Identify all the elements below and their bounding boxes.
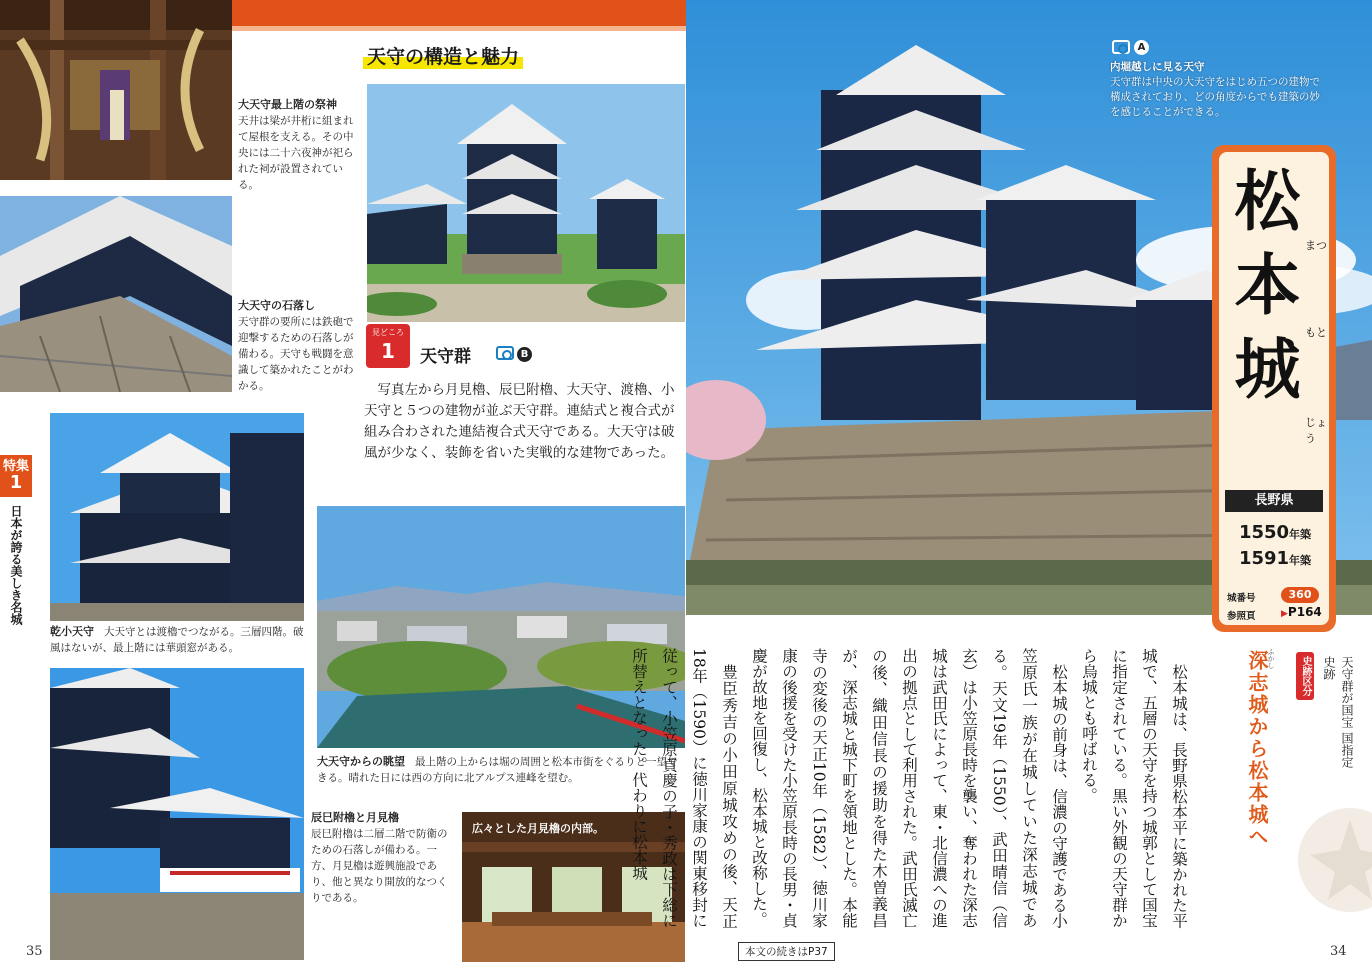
tatsumi-tsukimi-photo: [50, 668, 304, 960]
castle-no-label: 城番号: [1227, 593, 1256, 604]
spot-body: 写真左から月見櫓、辰巳附櫓、大天守、渡櫓、小天守と５つの建物が並ぶ天守群。連結式と複合式が組み合わされた連結複合式天守である。大天守は破風が少なく、装飾を省いた実戦的な建物であった。: [364, 382, 675, 461]
shrine-photo: [0, 0, 232, 180]
photo-letter-b: B: [517, 347, 532, 362]
inui-caption: [50, 624, 310, 656]
shrine-caption: [238, 97, 356, 193]
tatsumi-caption-text: 辰巳附櫓は二層二階で防衛のための石落しが備わる。一方、月見櫓は遊興施設であり、他と異なり開放的なつくりである。: [311, 828, 448, 904]
ref-page-value: P164: [1287, 605, 1322, 619]
feature-side-tab: [0, 455, 32, 645]
section-title: 天守の構造と魅力: [363, 42, 523, 69]
feature-tab-badge: [0, 455, 32, 497]
shiseki-tag: 史跡区分: [1296, 652, 1314, 700]
feature-vertical-title: 日本が誇る美しき名城: [9, 505, 23, 625]
castle-name: 松本城: [1223, 166, 1301, 418]
castle-no-value: 360: [1281, 587, 1319, 603]
history-heading-ruby: ふかし: [1267, 648, 1275, 669]
family-crest-icon: [1290, 800, 1372, 920]
ishiotoshi-caption-text: 天守群の要所には鉄砲で迎撃するための石落しが備わる。天守も戦闘を意識して築かれたことがわかる。: [238, 316, 354, 392]
shrine-caption-text: 天井は梁が井桁に組まれて屋根を支える。その中央には二十六夜神が祀られた祠が設置されている。: [238, 115, 354, 191]
castle-title-inner: [1219, 152, 1329, 625]
view-caption-title: 大天守からの眺望: [317, 755, 405, 768]
tatsumi-caption: [311, 810, 455, 906]
spot-title: 天守群: [420, 347, 471, 367]
history-body: [630, 648, 1194, 928]
tenshu-group-photo: [367, 84, 685, 322]
inui-kotenshu-photo: [50, 413, 304, 621]
castle-ruby-2: もと: [1305, 326, 1327, 339]
page-number-right: 34: [1330, 944, 1347, 959]
castle-ruby-1: まつ: [1305, 239, 1327, 252]
hero-caption: [1110, 60, 1320, 120]
castle-title-box: [1212, 145, 1336, 632]
continued-note: 本文の続きはP37: [738, 942, 835, 961]
hero-caption-title: 内堀越しに見る天守: [1110, 61, 1205, 73]
built-year-1-value: 1550: [1238, 522, 1290, 543]
header-bar: [232, 0, 686, 26]
ref-page-label: 参照頁: [1227, 611, 1256, 622]
ishiotoshi-caption: [238, 298, 356, 394]
built-year-2-value: 1591: [1238, 548, 1290, 569]
built-year-1-suffix: 年築: [1289, 528, 1312, 541]
castle-ruby-3: じょう: [1305, 416, 1327, 445]
ishiotoshi-caption-title: 大天守の石落し: [238, 299, 315, 312]
history-paragraph-1: 松本城は、長野県松本平に築かれた平城で、五層の天守を持つ城郭として国宝に指定されている。黒い外観の天守群から烏城とも呼ばれる。: [1080, 648, 1188, 928]
tsukimi-interior-caption: 広々とした月見櫓の内部。: [472, 822, 604, 835]
camera-icon: [496, 346, 514, 360]
built-year-2-suffix: 年築: [1289, 554, 1312, 567]
tatsumi-caption-title: 辰巳附櫓と月見櫓: [311, 811, 399, 824]
page-number-left: 35: [26, 944, 43, 959]
built-year-1: [1227, 522, 1323, 543]
midokoro-number: 1: [381, 339, 395, 363]
ref-arrow-icon: ▶: [1281, 609, 1288, 619]
prefecture-label: 長野県: [1225, 490, 1323, 512]
inui-caption-text: 大天守とは渡櫓でつながる。三層四階。破風はないが、最上階には華頭窓がある。: [50, 626, 304, 654]
history-heading: 深志城から松本城へ: [1245, 650, 1269, 848]
camera-icon-hero: [1112, 40, 1130, 54]
header-stripe: [232, 26, 686, 31]
history-paragraph-3: 豊臣秀吉の小田原城攻めの後、天正18年（1590）に徳川家康の関東移封に従って、小笠原貞慶の子・秀政は下総に所替えとなった。代わりに松本城: [630, 648, 738, 928]
feature-tab-label: 特集: [2, 459, 29, 474]
photo-letter-a: A: [1134, 40, 1149, 55]
midokoro-badge: [366, 324, 410, 368]
ishiotoshi-photo: [0, 196, 232, 392]
hero-caption-text: 天守群は中央の大天守をはじめ五つの建物で構成されており、どの角度からでも建築の妙を感じることができる。: [1110, 76, 1320, 118]
shrine-caption-title: 大天守最上階の祭神: [238, 98, 337, 111]
ref-page: [1281, 605, 1322, 619]
inui-caption-title: 乾小天守: [50, 625, 94, 638]
midokoro-label: 見どころ: [372, 328, 404, 337]
feature-tab-number: 1: [9, 472, 23, 493]
history-paragraph-2: 松本城の前身は、信濃の守護である小笠原氏一族が在城していた深志城である。天文19年（1550）、武田晴信（信玄）は小笠原長時を襲い、奪われた深志城は武田氏によって、東・北信濃への進出の拠点として利用された。武田氏滅亡の後、織田信長の援助を得た木曽義昌が、深志城と城下町を領地とした。本能寺の変後の天正10年（1582）、徳川家康の後援を受けた小笠原長時の長男・貞慶が故地を回復し、松本城と改称した。: [750, 648, 1068, 928]
built-year-2: [1227, 548, 1323, 569]
shiseki-status: 天守群が国宝 国指定史跡: [1322, 656, 1354, 768]
view-caption-text: 最上階の上からは堀の周囲と松本市街をぐるりと一望できる。晴れた日には西の方向に北アルプス連峰を望む。: [317, 756, 678, 784]
